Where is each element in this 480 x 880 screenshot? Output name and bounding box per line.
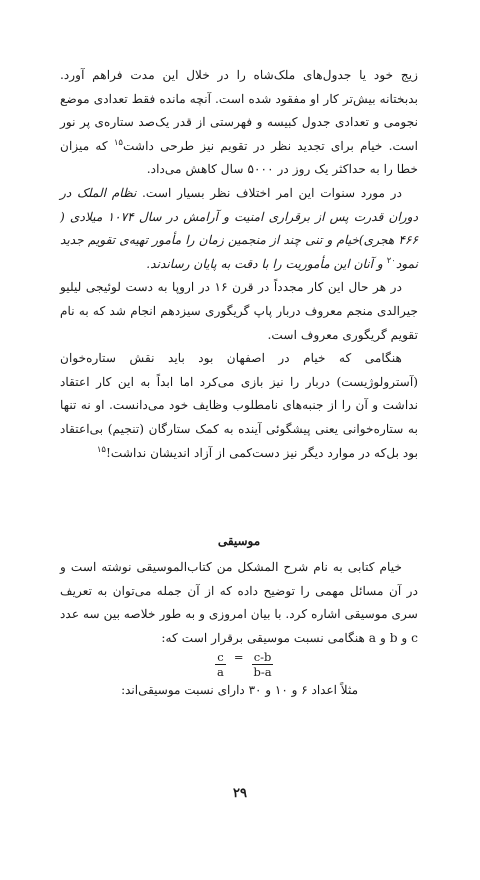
example-line: مثلاً اعداد ۶ و ۱۰ و ۳۰ دارای نسبت موسیقی‌اند: [121,683,358,697]
page-number: ۲۹ [233,786,247,801]
paragraph-music: خیام کتابی به نام شرح المشکل من کتاب‌الموسیقی نوشته است و در آن مسائل مهمی را توضیح داده که از آن جمله می‌توان به تعریف سری موسیقی اشاره کرد. با بیان امروزی و به طور خلاصه بین سه عدد c و b و a هنگامی نسبت موسیقی برقرار است که: [60,560,418,645]
section-body [60,556,418,650]
section-heading: موسیقی [217,534,261,548]
paragraph-astrologer: هنگامی که خیام در اصفهان بود باید نقش ستاره‌خوان (آسترولوژیست) دربار را نیز بازی می‌کرد اما ابداً به این کار اعتقاد نداشت و آن را از جنبه‌های نامطلوب وظایف خود می‌دانست. او نه تنها به ستاره‌خوانی یعنی پیشگوئی آینده به کمک ستارگان (تنجیم) بی‌اعتقاد بود بل‌که در موارد دیگر نیز دست‌کمی از آزاد اندیشان نداشت!$^{۱۵}$ [60,351,418,460]
fraction-right: $\frac{c-b}{b-a}$ [253,650,272,679]
body-text [60,64,418,465]
footnote-marker: ۲۰ [386,255,396,266]
music-ratio-formula [215,650,274,679]
paragraph-nizam-al-mulk: در مورد سنوات این امر اختلاف نظر بسیار است. نظام الملک در دوران قدرت پس از برقراری امنیت و آرامش در سال ۱۰۷۴ میلادی ( ۴۶۶ هجری)خیام و تنی چند از منجمین زمان را مأمور تهیه‌ی تقویم جدید نمود$^{۲۰}$ و آنان این مأموریت را با دقت به پایان رساندند. [60,185,418,271]
footnote-marker: ۱۵ [96,444,106,455]
equals-sign: = [233,650,244,664]
footnote-marker: ۱۵ [113,137,123,148]
paragraph-gregorian-calendar: در هر حال این کار مجدداً در قرن ۱۶ در اروپا به دست لوئیجی لیلیو جیرالدی منجم معروف دربار پاپ گریگوری سیزدهم انجام شد که به نام تقویم گریگوری معروف است. [60,280,418,342]
fraction-left: $\frac{c}{a}$ [217,650,224,679]
paragraph-astronomical-tables: زیج خود یا جدول‌های ملک‌شاه را در خلال این مدت فراهم آورد. بدبختانه بیش‌تر کار او مفقود شده است. آنچه مانده فقط تعدادی موضع نجومی و تعدادی جدول کبیسه و فهرستی از قدر یک‌صد ستاره‌ی پر نور است. خیام برای تجدید نظر در تقویم نیز طرحی داشت$^{۱۵}$ که میزان خطا را به حداکثر یک روز در ۵۰۰۰ سال کاهش می‌داد. [60,68,419,177]
